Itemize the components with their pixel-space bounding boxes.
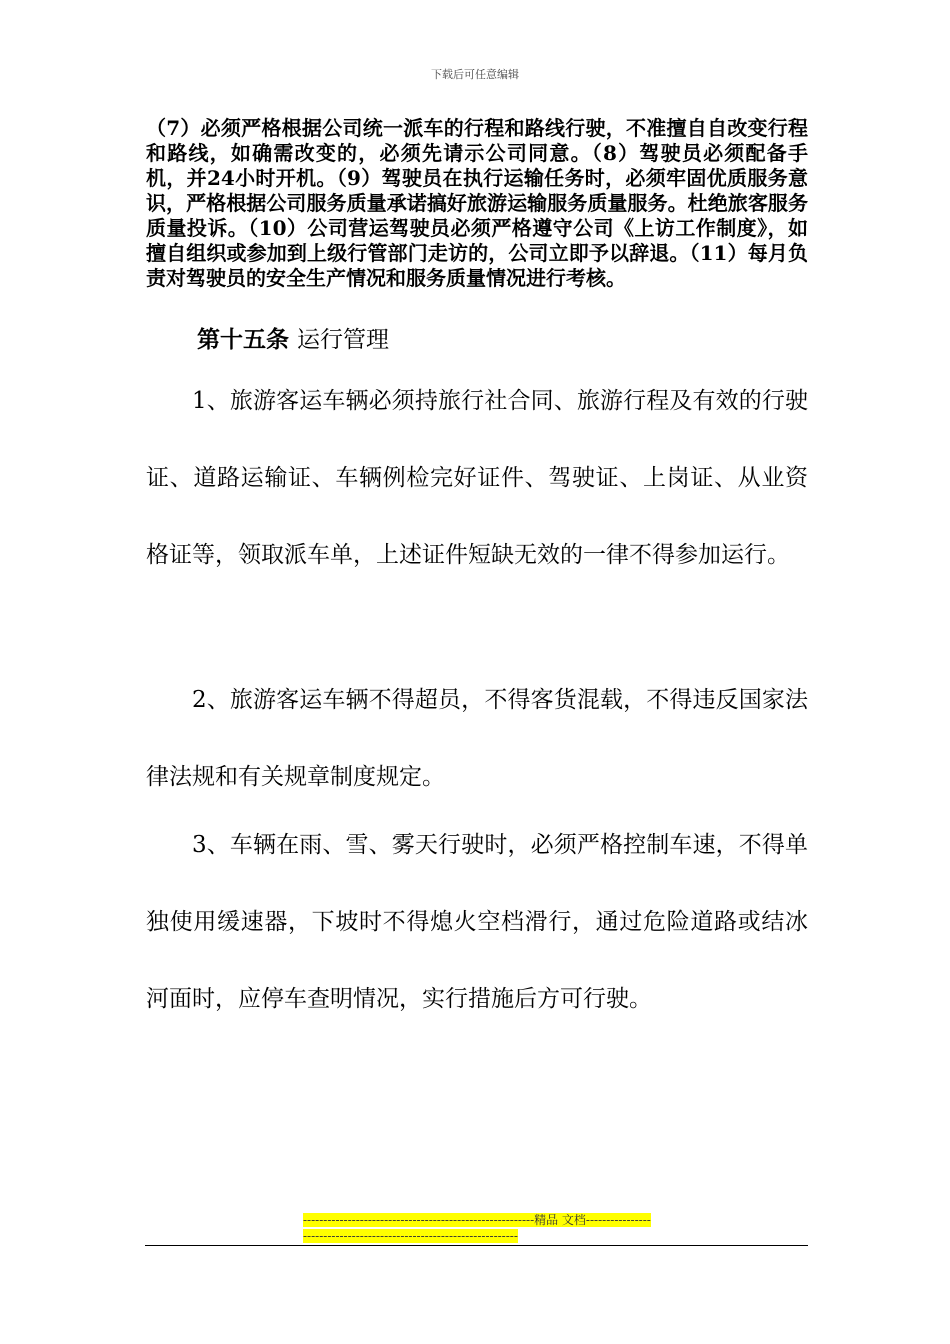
section-title: 运行管理 [297, 327, 389, 353]
footer-divider [145, 1245, 808, 1246]
footer-watermark [303, 1212, 653, 1244]
rule-item-3: 3、车辆在雨、雪、雾天行驶时，必须严格控制车速，不得单独使用缓速器，下坡时不得熄火空档滑行，通过危险道路或结冰河面时，应停车查明情况，实行措施后方可行驶。 [146, 832, 808, 1012]
footer-watermark-text: ---------------------------------------------------------精品 文档--------------------------------------------------------------------- [303, 1213, 651, 1243]
header-note: 下载后可任意编辑 [431, 68, 519, 81]
section-number: 第十五条 [197, 326, 289, 353]
rule-item-2: 2、旅游客运车辆不得超员，不得客货混载，不得违反国家法律法规和有关规章制度规定。 [146, 687, 808, 790]
rule-item-1: 1、旅游客运车辆必须持旅行社合同、旅游行程及有效的行驶证、道路运输证、车辆例检完好证件、驾驶证、上岗证、从业资格证等，领取派车单，上述证件短缺无效的一律不得参加运行。 [146, 388, 808, 568]
bold-rules-paragraph: （7）必须严格根据公司统一派车的行程和路线行驶，不准擅自自改变行程和路线，如确需改变的，必须先请示公司同意。（8）驾驶员必须配备手机，并24小时开机。（9）驾驶员在执行运输任务时，必须牢固优质服务意识，严格根据公司服务质量承诺搞好旅游运输服务质量服务。杜绝旅客服务质量投诉。（10）公司营运驾驶员必须严格遵守公司《上访工作制度》，如擅自组织或参加到上级行管部门走访的，公司立即予以辞退。（11）每月负责对驾驶员的安全生产情况和服务质量情况进行考核。 [146, 116, 808, 290]
section-heading [197, 324, 389, 356]
